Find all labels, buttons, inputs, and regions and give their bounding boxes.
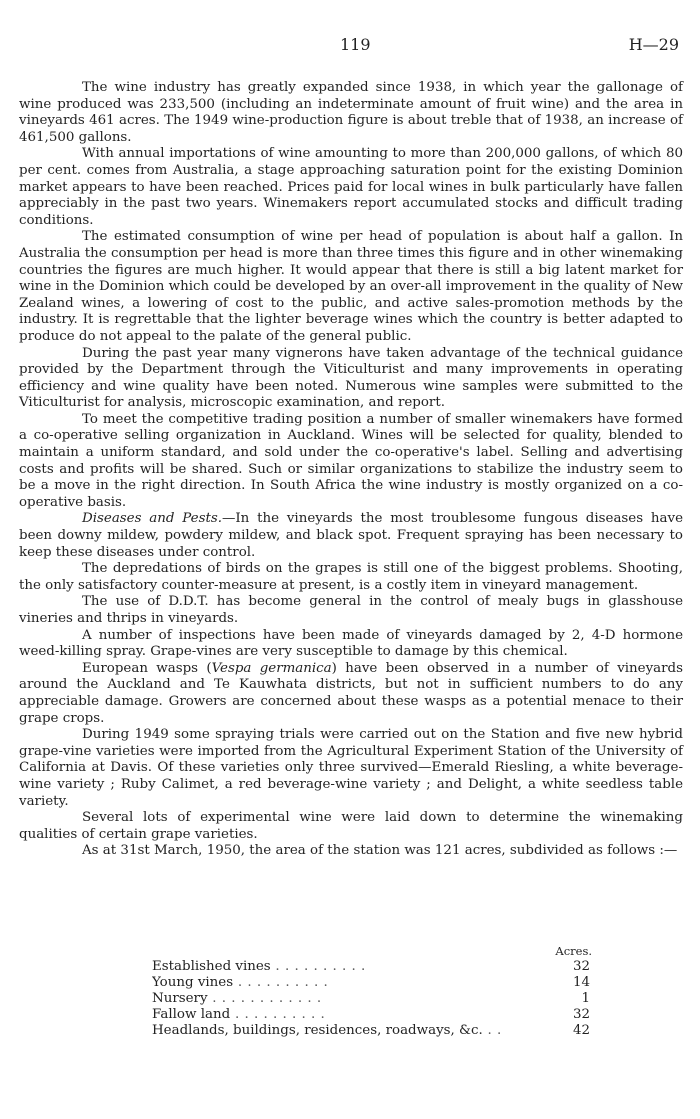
paragraph: The wine industry has greatly expanded since 1938, in which year the gallonage of wine produced was 233,500 (including an indeterminate amount of fruit wine) and the area in vineyards 461 acres. The 1949 wine-production figure is about treble that of 1938, an increase of 461,500 gallons. [19, 80, 683, 145]
paragraph: To meet the competitive trading position a number of smaller winemakers have formed a co-operative selling organization in Auckland. Wines will be selected for quality, blended to maintain a uniform standard, and sold under the co-operative's label. Selling and advertising costs and profits will be shared. Such or similar organizations to stabilize the industry seem to be a move in the right direction. In South Africa the wine industry is mostly organized on a co-operative basis. [19, 411, 683, 510]
row-label: Nursery [152, 991, 208, 1006]
paragraph: A number of inspections have been made of vineyards damaged by 2, 4-D hormone weed-killing spray. Grape-vines are very susceptible to damage by this chemical. [19, 627, 683, 660]
paragraph: During 1949 some spraying trials were carried out on the Station and five new hybrid grape-vine varieties were imported from the Agricultural Experiment Station of the University of California at Davis. Of these varieties only three survived—Emerald Riesling, a white beverage-wine variety ; Ruby Calimet, a red beverage-wine variety ; and Delight, a white seedless table variety. [19, 727, 683, 809]
paragraph-text: European wasps ( [82, 660, 212, 676]
table-row [152, 1007, 592, 1023]
table-row [152, 975, 592, 991]
table-header-row [152, 943, 592, 959]
acres-table [152, 943, 592, 1039]
body-text [19, 80, 683, 860]
leader-dots: . . . . . . . . . . [233, 975, 329, 990]
row-value: 32 [572, 959, 590, 974]
paragraph-diseases [19, 511, 683, 561]
paragraph: The depredations of birds on the grapes is still one of the biggest problems. Shooting, the only satisfactory counter-measure at present, is a costly item in vineyard management. [19, 561, 683, 593]
table-row [152, 1023, 592, 1039]
species-name: Vespa germanica [211, 660, 332, 676]
table-row [152, 991, 592, 1007]
leader-dots: . . . . . . . . . . [230, 1007, 326, 1022]
paragraph-wasps [19, 661, 683, 727]
leader-dots: . . . . . . . . . . [270, 959, 366, 974]
paragraph: The use of D.D.T. has become general in the control of mealy bugs in glasshouse vineries and thrips in vineyards. [19, 594, 683, 626]
paragraph: Several lots of experimental wine were laid down to determine the winemaking qualities of certain grape varieties. [19, 810, 683, 842]
paragraph: As at 31st March, 1950, the area of the station was 121 acres, subdivided as follows :— [82, 843, 678, 859]
row-value: 32 [572, 1007, 590, 1022]
table-row [152, 959, 592, 975]
leader-dots: . . [482, 1023, 502, 1038]
paragraph: With annual importations of wine amounting to more than 200,000 gallons, of which 80 per cent. comes from Australia, a stage approaching saturation point for the existing Dominion market appears to have been reached. Prices paid for local wines in bulk particularly have fallen appreciably in the past two years. Winemakers report accumulated stocks and difficult trading conditions. [19, 146, 683, 228]
paragraph: During the past year many vignerons have taken advantage of the technical guidance provided by the Department through the Viticulturist and many improvements in operating efficiency and wine quality have been noted. Numerous wine samples were submitted to the Viticulturist for analysis, microscopic examination, and report. [19, 345, 683, 411]
row-label: Young vines [152, 975, 234, 990]
row-label: Fallow land [152, 1007, 231, 1022]
row-label: Headlands, buildings, residences, roadways, &c. [152, 1023, 483, 1038]
row-value: 1 [581, 991, 590, 1006]
paragraph-text: —In the vineyards the most troublesome fungous diseases have been downy mildew, powdery mildew, and black spot. Frequent spraying has been necessary to keep these diseases under control. [19, 511, 684, 560]
leader-dots: . . . . . . . . . . . . [207, 991, 322, 1006]
acres-column-header: Acres. [555, 944, 592, 958]
paragraph: The estimated consumption of wine per head of population is about half a gallon. In Australia the consumption per head is more than three times this figure and in other winemaking countries the figures are much higher. It would appear that there is still a big latent market for wine in the Dominion which could be developed by an over-all improvement in the quality of New Zealand wines, a lowering of cost to the public, and active sales-promotion methods by the industry. It is regrettable that the lighter beverage wines which the country is better adapted to produce do not appeal to the palate of the general public. [19, 229, 683, 344]
page-number: 119 [340, 35, 371, 54]
row-value: 42 [572, 1023, 590, 1038]
section-heading-diseases: Diseases and Pests. [82, 511, 222, 527]
row-value: 14 [572, 975, 590, 990]
document-reference: H—29 [628, 35, 679, 54]
row-label: Established vines [152, 959, 271, 974]
paragraph-text: ) have been observed in a number of vineyards around the Auckland and Te Kauwhata districts, but not in sufficient numbers to do any appreciable damage. Growers are concerned about these wasps as a potential menace to their grape crops. [19, 660, 683, 726]
